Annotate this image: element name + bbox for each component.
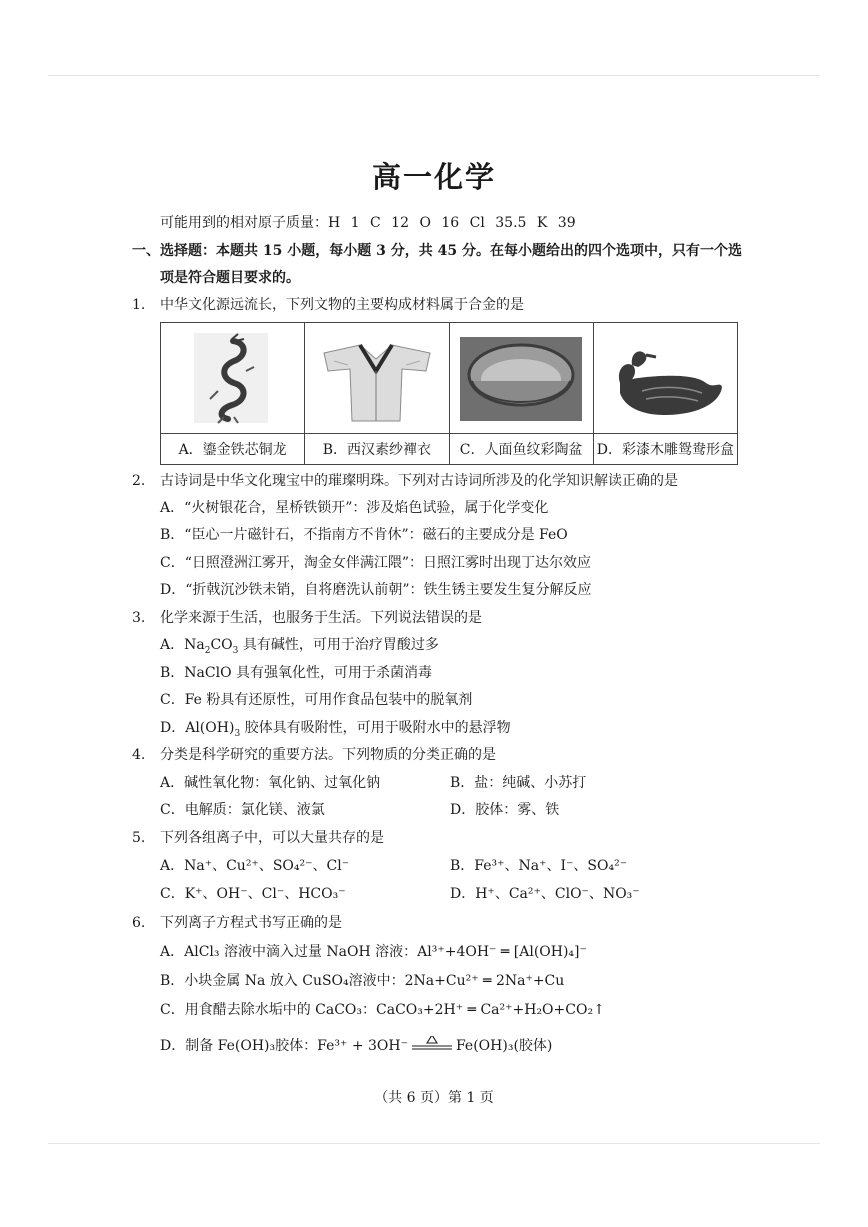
q2-option-c: C．“日照澄洲江雾开，淘金女伴满江隈”：日照江雾时出现丁达尔效应 xyxy=(160,555,592,571)
page-title: 高一化学 xyxy=(371,160,496,194)
q3-option-c: C．Fe 粉具有还原性，可用作食品包装中的脱氧剂 xyxy=(160,692,473,708)
q5-option-a: A．Na⁺、Cu²⁺、SO₄²⁻、Cl⁻ xyxy=(160,858,350,874)
q3-number: 3. xyxy=(132,610,146,626)
q3-option-b: B．NaClO 具有强氧化性，可用于杀菌消毒 xyxy=(160,665,433,681)
section-heading: 一、选择题：本题共 15 小题，每小题 3 分，共 45 分。在每小题给出的四个选项中，只有一个选 xyxy=(132,243,742,259)
q6-number: 6. xyxy=(132,915,146,931)
q4-stem: 分类是科学研究的重要方法。下列物质的分类正确的是 xyxy=(160,747,496,763)
q1-option-c: C．人面鱼纹彩陶盆 xyxy=(449,434,593,465)
q5-option-d: D．H⁺、Ca²⁺、ClO⁻、NO₃⁻ xyxy=(450,886,640,902)
q5-number: 5. xyxy=(132,830,146,846)
q4-option-c: C．电解质：氯化镁、液氯 xyxy=(160,802,325,818)
section-heading-cont: 项是符合题目要求的。 xyxy=(160,270,300,286)
heat-equals-sign xyxy=(408,1036,456,1056)
q3-stem: 化学来源于生活，也服务于生活。下列说法错误的是 xyxy=(160,610,482,626)
q1-option-a: A．鎏金铁芯铜龙 xyxy=(161,434,305,465)
q1-option-d: D．彩漆木雕鸳鸯形盒 xyxy=(593,434,737,465)
artifact-a-cell xyxy=(161,323,305,434)
silk-robe-image xyxy=(314,331,440,426)
top-divider xyxy=(48,75,820,76)
q4-option-b: B．盐：纯碱、小苏打 xyxy=(450,775,587,791)
q6-stem: 下列离子方程式书写正确的是 xyxy=(160,915,342,931)
q6-option-d: D．制备 Fe(OH)₃胶体：Fe³⁺ + 3OH⁻ Fe(OH)₃(胶体) xyxy=(160,1036,552,1056)
artifact-c-cell xyxy=(449,323,593,434)
q5-option-b: B．Fe³⁺、Na⁺、I⁻、SO₄²⁻ xyxy=(450,858,628,874)
artifact-b-cell xyxy=(305,323,449,434)
q6-option-b: B．小块金属 Na 放入 CuSO₄溶液中：2Na+Cu²⁺ ═ 2Na⁺+Cu xyxy=(160,973,565,989)
q2-option-a: A．“火树银花合，星桥铁锁开”：涉及焰色试验，属于化学变化 xyxy=(160,500,549,516)
artifact-d-cell xyxy=(593,323,737,434)
bottom-divider xyxy=(48,1143,820,1144)
duck-box-image xyxy=(602,331,728,426)
q5-stem: 下列各组离子中，可以大量共存的是 xyxy=(160,830,384,846)
q6-option-c: C．用食醋去除水垢中的 CaCO₃：CaCO₃+2H⁺ ═ Ca²⁺+H₂O+CO₂↑ xyxy=(160,1002,605,1018)
page-footer: （共 6 页）第 1 页 xyxy=(374,1090,494,1106)
q5-option-c: C．K⁺、OH⁻、Cl⁻、HCO₃⁻ xyxy=(160,886,346,902)
dragon-image xyxy=(188,331,278,426)
pottery-basin-image xyxy=(458,331,584,426)
q4-option-d: D．胶体：雾、铁 xyxy=(450,802,560,818)
q2-option-b: B．“臣心一片磁针石，不指南方不肯休”：磁石的主要成分是 FeO xyxy=(160,527,568,543)
q2-option-d: D．“折戟沉沙铁未销，自将磨洗认前朝”：铁生锈主要发生复分解反应 xyxy=(160,582,592,598)
q1-number: 1. xyxy=(132,297,146,313)
q1-stem: 中华文化源远流长，下列文物的主要构成材料属于合金的是 xyxy=(160,297,524,313)
q1-artifact-table xyxy=(160,322,738,465)
q3-option-d: D．$Al(OH)_3$ 胶体具有吸附性，可用于吸附水中的悬浮物 xyxy=(160,720,511,739)
q2-number: 2. xyxy=(132,473,146,489)
q4-option-a: A．碱性氧化物：氧化钠、过氧化钠 xyxy=(160,775,381,791)
q2-stem: 古诗词是中华文化瑰宝中的璀璨明珠。下列对古诗词所涉及的化学知识解读正确的是 xyxy=(160,473,678,489)
atomic-masses: 可能用到的相对原子质量：H 1 C 12 O 16 Cl 35.5 K 39 xyxy=(160,215,576,231)
q4-number: 4. xyxy=(132,747,146,763)
q1-option-b: B．西汉素纱襌衣 xyxy=(305,434,449,465)
q6-option-a: A．AlCl₃ 溶液中滴入过量 NaOH 溶液：Al³⁺+4OH⁻ ═ [Al(OH)₄]⁻ xyxy=(160,944,587,960)
q3-option-a: A．$Na_2CO_3$ 具有碱性，可用于治疗胃酸过多 xyxy=(160,637,439,656)
